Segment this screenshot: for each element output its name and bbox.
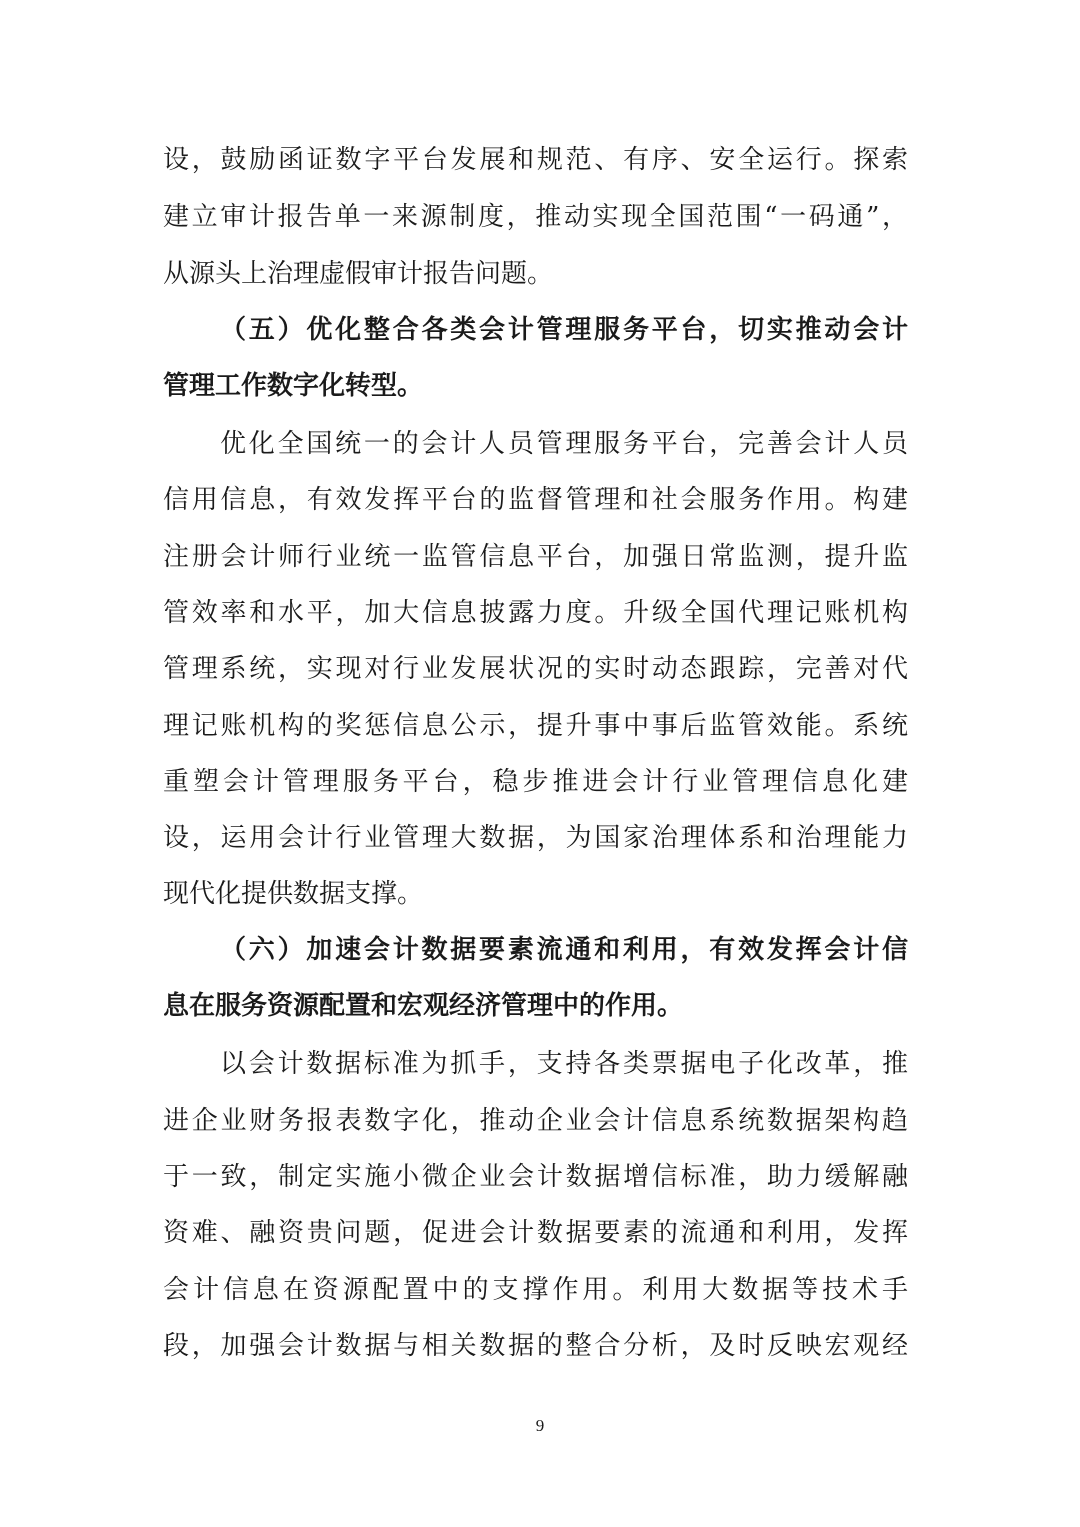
section-heading-5-line: 管理工作数字化转型。 [163,371,424,401]
body-text-line: 于一致，制定实施小微企业会计数据增信标准，助力缓解融 [163,1162,908,1192]
section-heading-5-line: （五）优化整合各类会计管理服务平台，切实推动会计 [220,315,908,345]
body-text-line: 设，运用会计行业管理大数据，为国家治理体系和治理能力 [163,823,908,853]
body-text-line: 从源头上治理虚假审计报告问题。 [163,259,554,289]
body-text-line: 重塑会计管理服务平台，稳步推进会计行业管理信息化建 [163,767,908,797]
body-text-line: 现代化提供数据支撑。 [163,879,424,909]
body-text-line: 管效率和水平，加大信息披露力度。升级全国代理记账机构 [163,598,908,628]
body-text-line: 设，鼓励函证数字平台发展和规范、有序、安全运行。探索 [163,145,908,175]
body-text-line: 理记账机构的奖惩信息公示，提升事中事后监管效能。系统 [163,711,908,741]
body-text-line: 注册会计师行业统一监管信息平台，加强日常监测，提升监 [163,542,908,572]
section-heading-6-line: （六）加速会计数据要素流通和利用，有效发挥会计信 [220,935,908,965]
body-text-line: 以会计数据标准为抓手，支持各类票据电子化改革，推 [220,1049,908,1079]
body-text-line: 建立审计报告单一来源制度，推动实现全国范围“一码通”， [163,202,908,232]
body-text-line: 会计信息在资源配置中的支撑作用。利用大数据等技术手 [163,1275,908,1305]
body-text-line: 管理系统，实现对行业发展状况的实时动态跟踪，完善对代 [163,654,908,684]
body-text-line: 信用信息，有效发挥平台的监督管理和社会服务作用。构建 [163,485,908,515]
body-text-line: 资难、融资贵问题，促进会计数据要素的流通和利用，发挥 [163,1218,908,1248]
body-text-line: 进企业财务报表数字化，推动企业会计信息系统数据架构趋 [163,1106,908,1136]
body-text-line: 段，加强会计数据与相关数据的整合分析，及时反映宏观经 [163,1331,908,1361]
page-number: 9 [535,1416,545,1435]
body-text-line: 优化全国统一的会计人员管理服务平台，完善会计人员 [220,429,908,459]
section-heading-6-line: 息在服务资源配置和宏观经济管理中的作用。 [163,991,684,1021]
